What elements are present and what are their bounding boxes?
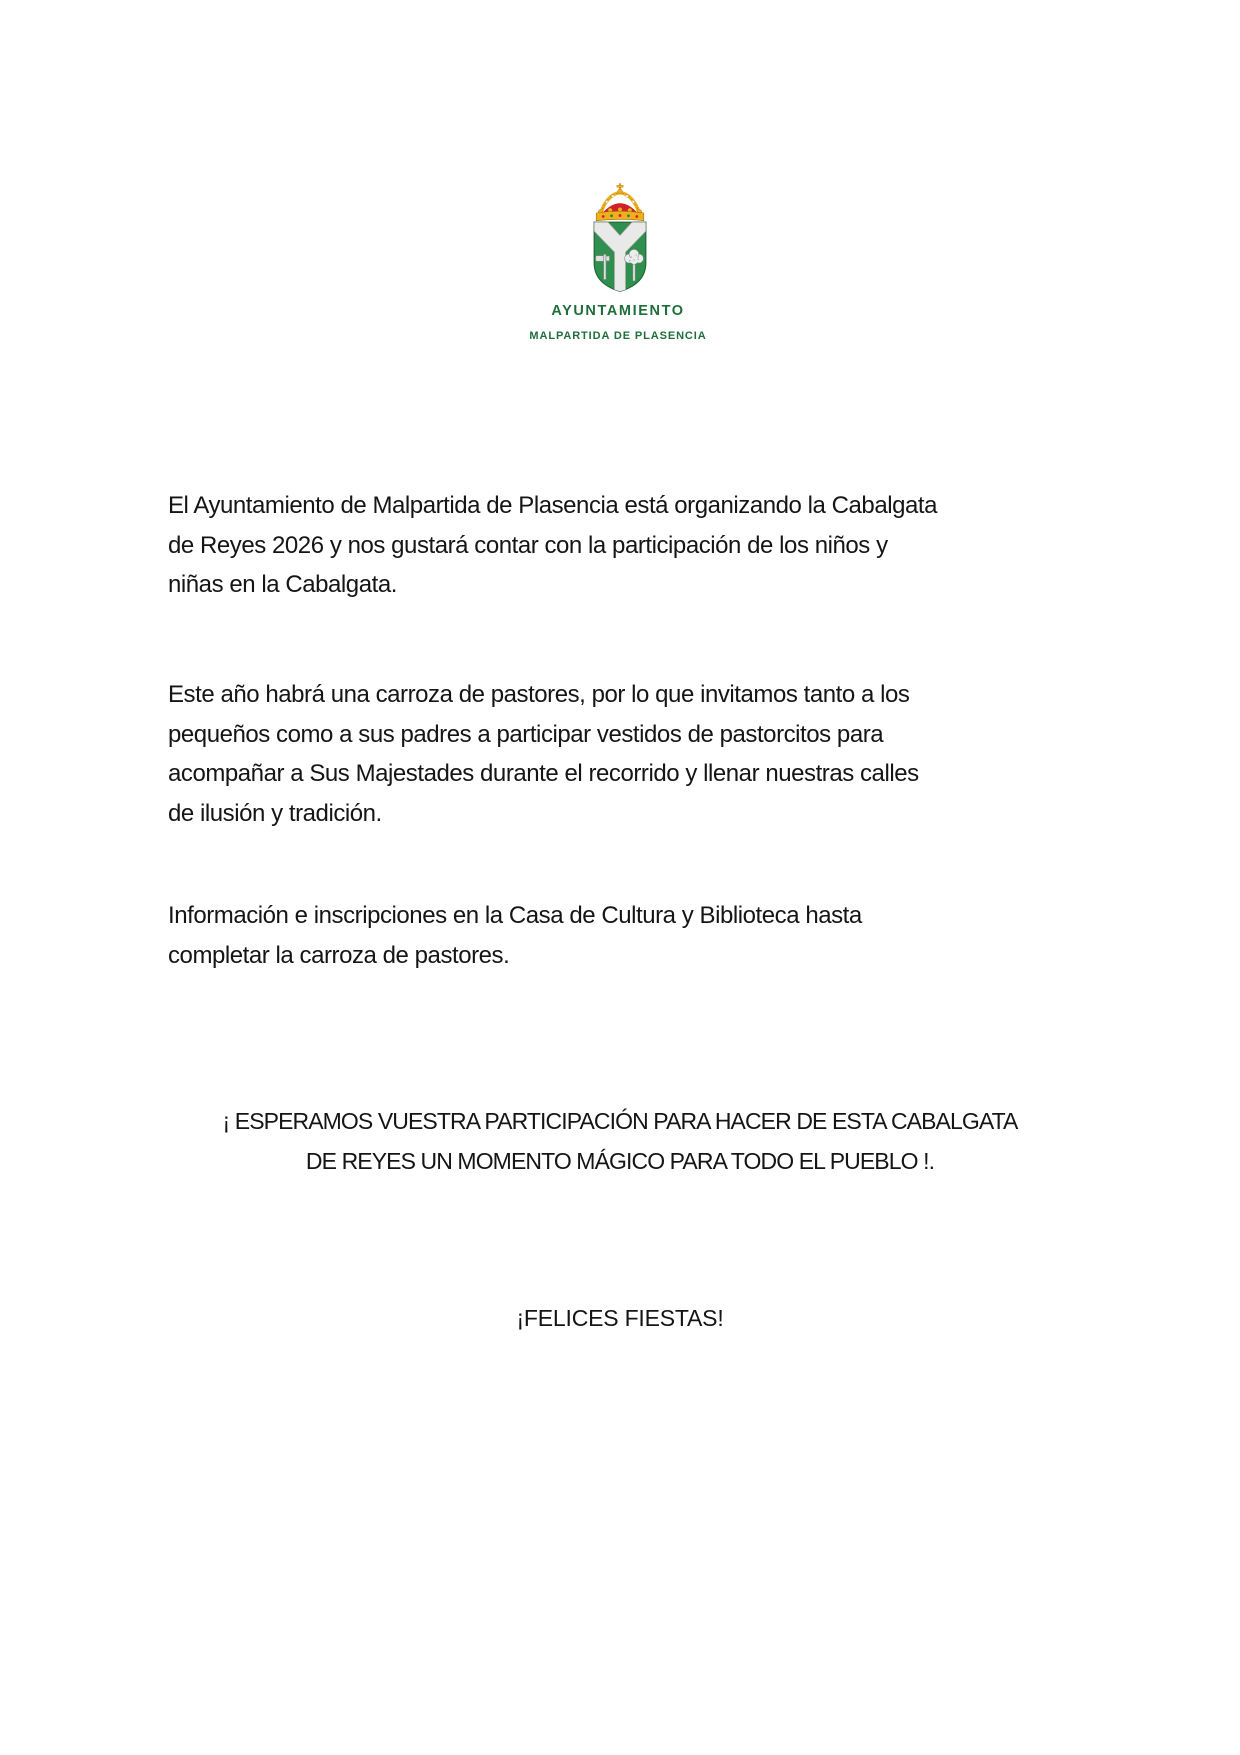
intro-paragraph bbox=[168, 486, 1098, 605]
closing-line: ¡FELICES FIESTAS! bbox=[516, 1305, 724, 1331]
shield-icon bbox=[594, 222, 646, 291]
text-line: de Reyes 2026 y nos gustará contar con la participación de los niños y bbox=[168, 531, 888, 559]
coat-of-arms-icon bbox=[585, 181, 655, 294]
inscripciones-paragraph bbox=[168, 896, 1098, 975]
text-line: El Ayuntamiento de Malpartida de Plasencia está organizando la Cabalgata bbox=[168, 492, 938, 519]
text-line: pequeños como a sus padres a participar vestidos de pastorcitos para bbox=[168, 720, 884, 748]
text-line: Este año habrá una carroza de pastores, por lo que invitamos tanto a los bbox=[168, 681, 910, 708]
crown-icon bbox=[596, 184, 644, 221]
text-line: de ilusión y tradición. bbox=[168, 799, 382, 827]
text-line: acompañar a Sus Majestades durante el recorrido y llenar nuestras calles bbox=[168, 760, 919, 787]
text-line: niñas en la Cabalgata. bbox=[168, 571, 397, 598]
text-line: Información e inscripciones en la Casa de Cultura y Biblioteca hasta bbox=[168, 902, 862, 929]
org-location: MALPARTIDA DE PLASENCIA bbox=[529, 330, 707, 342]
participation-callout bbox=[0, 1101, 1240, 1181]
carroza-paragraph bbox=[168, 675, 1098, 833]
text-line: completar la carroza de pastores. bbox=[168, 941, 510, 969]
text-line: ¡ ESPERAMOS VUESTRA PARTICIPACIÓN PARA HACER DE ESTA CABALGATA bbox=[222, 1108, 1018, 1134]
text-line: DE REYES UN MOMENTO MÁGICO PARA TODO EL PUEBLO !. bbox=[305, 1148, 935, 1174]
org-name: AYUNTAMIENTO bbox=[551, 303, 685, 319]
